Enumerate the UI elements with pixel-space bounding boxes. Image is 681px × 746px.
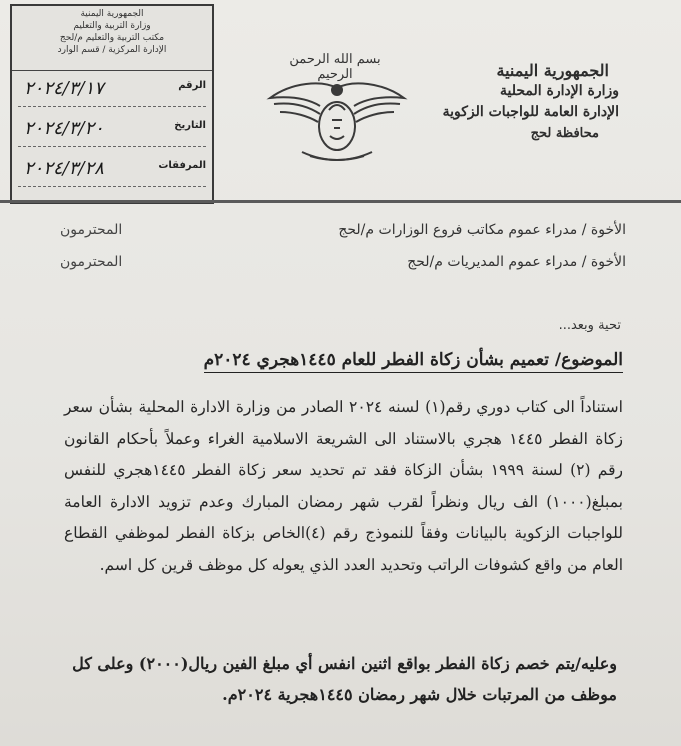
stamp-row-label: التاريخ xyxy=(174,120,206,131)
stamp-row-value: ٢٠٢٤/٣/٢٨ xyxy=(24,158,104,179)
stamp-header-line: الإدارة المركزية / قسم الوارد xyxy=(57,45,167,55)
recipient-line xyxy=(60,254,626,276)
recipient-line xyxy=(60,222,626,244)
stamp-row-attachments xyxy=(18,158,206,187)
letterhead xyxy=(379,60,619,144)
incoming-stamp xyxy=(10,4,214,204)
letter-closing xyxy=(60,648,617,710)
stamp-header-line: الجمهورية اليمنية xyxy=(80,9,144,19)
letterhead-country: الجمهورية اليمنية xyxy=(496,61,609,80)
letterhead-ministry: وزارة الإدارة المحلية xyxy=(500,83,619,99)
greeting: تحية وبعد... xyxy=(558,318,621,333)
stamp-row-value: ٢٠٢٤/٣/٢٠ xyxy=(24,118,104,139)
basmala: بسم الله الرحمن الرحيم xyxy=(289,52,381,82)
stamp-header-line: مكتب التربية والتعليم م/لحج xyxy=(59,33,165,43)
recipient-honorific: المحترمون xyxy=(60,254,123,270)
header-divider xyxy=(0,200,681,203)
stamp-row-number xyxy=(18,78,206,107)
closing-paragraph: وعليه/يتم خصم زكاة الفطر بواقع اثنين انفس أي مبلغ الفين ريال(٢٠٠٠) وعلى كل موظف من المرتبات خلال شهر رمضان ١٤٤٥هجرية ٢٠٢٤م. xyxy=(72,654,617,704)
recipient-honorific: المحترمون xyxy=(60,222,123,238)
stamp-row-value: ٢٠٢٤/٣/١٧ xyxy=(24,78,104,99)
letterhead-governorate: محافظة لحج xyxy=(530,126,599,141)
letterhead-department: الإدارة العامة للواجبات الزكوية xyxy=(442,104,619,120)
stamp-row-label: الرقم xyxy=(178,80,206,91)
body-paragraph: استناداً الى كتاب دوري رقم(١) لسنه ٢٠٢٤ الصادر من وزارة الادارة المحلية بشأن سعر زكاة الفطر ١٤٤٥ هجري بالاستناد الى الشريعة الاسلامية الغراء وعملاً بأحكام القانون رقم (٢) لسنة ١٩٩٩ بشأن الزكاة فقد تم تحديد سعر زكاة الفطر ١٤٤٥هجري للنفس بمبلغ(١٠٠٠) الف ريال ونظراً لقرب شهر رمضان المبارك وعدم تزويد الادارة العامة للواجبات الزكوية بالبيانات وفقاً للنموذج رقم (٤)الخاص بزكاة الفطر لموظفي القطاع العام من واقع كشوفات الراتب وتحديد العدد الذي يعوله كل موظف قرين كل اسم. xyxy=(64,398,623,574)
stamp-header-line: وزارة التربية والتعليم xyxy=(73,21,151,31)
stamp-header xyxy=(12,6,212,71)
stamp-row-label: المرفقات xyxy=(158,160,206,171)
recipient-name: الأخوة / مدراء عموم مكاتب فروع الوزارات م/لحج xyxy=(338,222,626,238)
subject-text: الموضوع/ تعميم بشأن زكاة الفطر للعام ١٤٤٥هجري ٢٠٢٤م xyxy=(204,350,623,373)
stamp-row-date xyxy=(18,118,206,147)
recipient-name: الأخوة / مدراء عموم المديريات م/لحج xyxy=(407,254,626,270)
subject-line xyxy=(204,350,623,370)
letter-body xyxy=(64,392,623,581)
